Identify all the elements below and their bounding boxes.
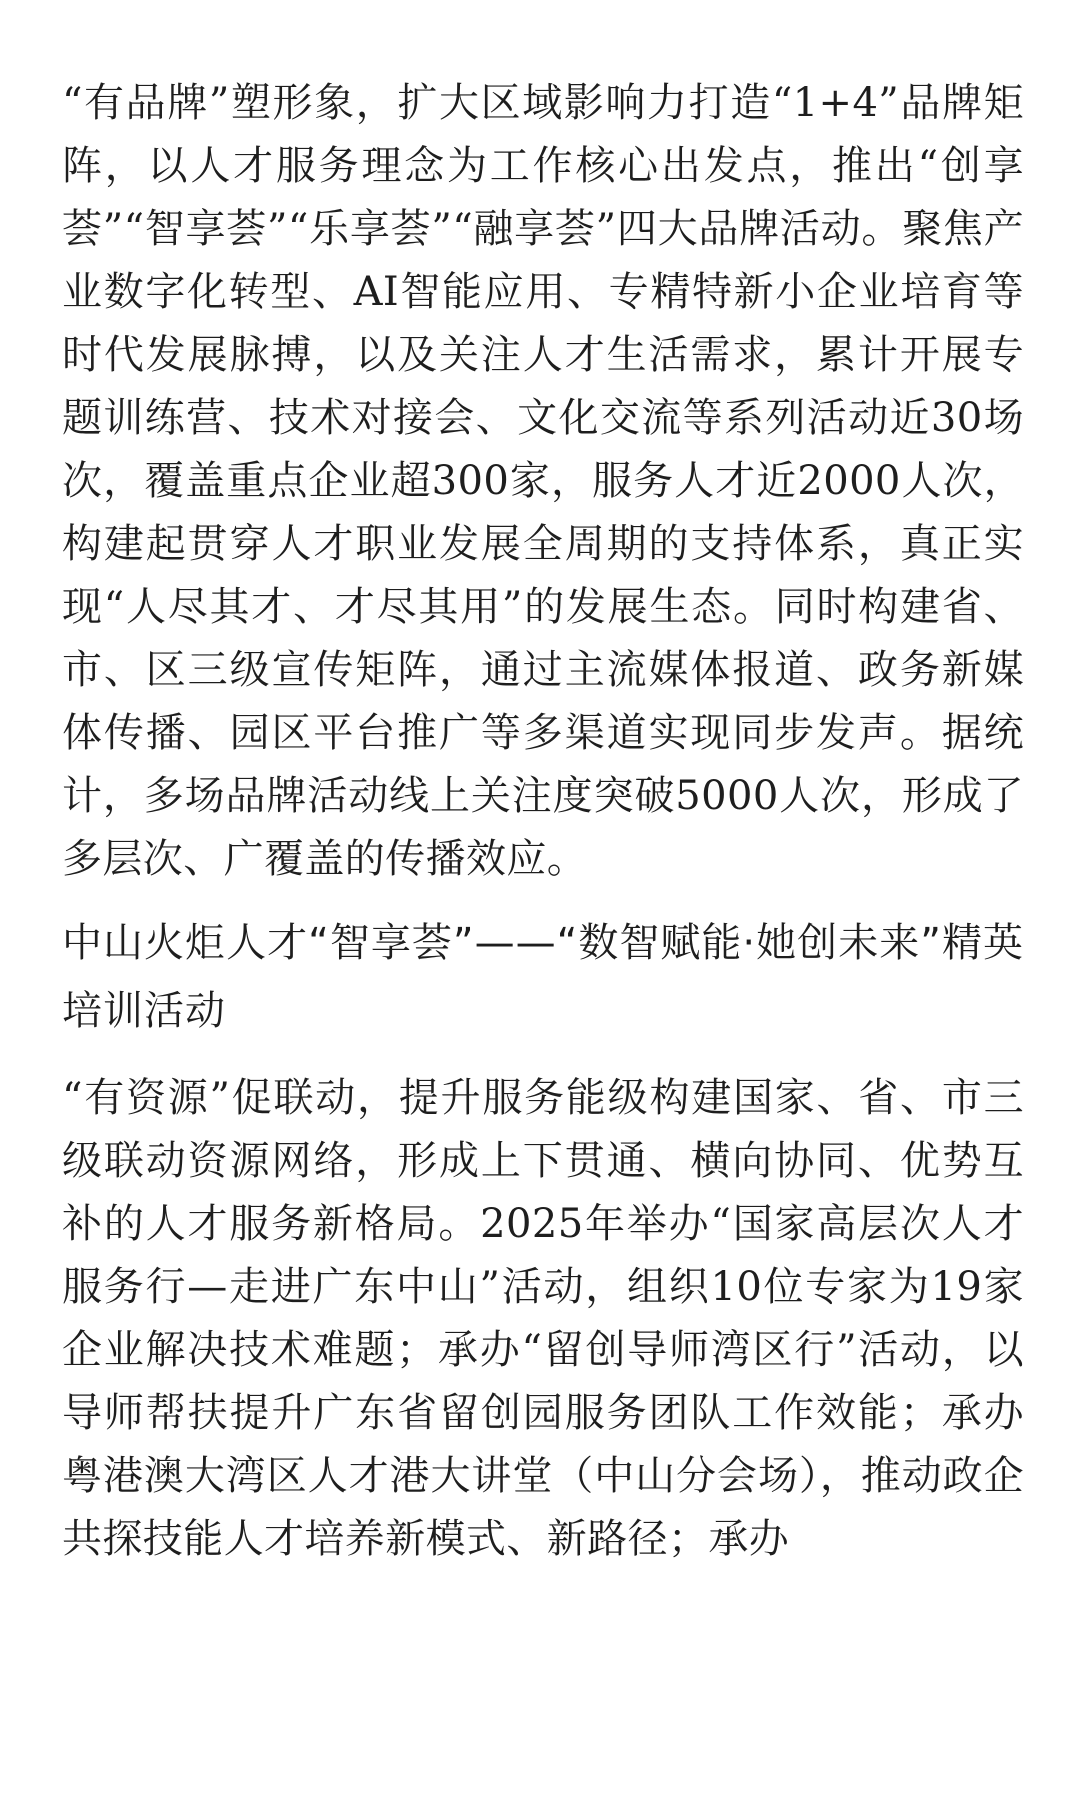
paragraph-brand-building: “有品牌”塑形象，扩大区域影响力打造“1+4”品牌矩阵，以人才服务理念为工作核心出发点，推出“创享荟”“智享荟”“乐享荟”“融享荟”四大品牌活动。聚焦产业数字化转型、AI智能应用、专精特新小企业培育等时代发展脉搏，以及关注人才生活需求，累计开展专题训练营、技术对接会、文化交流等系列活动近30场次，覆盖重点企业超300家，服务人才近2000人次，构建起贯穿人才职业发展全周期的支持体系，真正实现“人尽其才、才尽其用”的发展生态。同时构建省、市、区三级宣传矩阵，通过主流媒体报道、政务新媒体传播、园区平台推广等多渠道实现同步发声。据统计，多场品牌活动线上关注度突破5000人次，形成了多层次、广覆盖的传播效应。 (62, 80, 1024, 882)
paragraph-resource-linkage: “有资源”促联动，提升服务能级构建国家、省、市三级联动资源网络，形成上下贯通、横向协同、优势互补的人才服务新格局。2025年举办“国家高层次人才服务行—走进广东中山”活动，组织10位专家为19家企业解决技术难题；承办“留创导师湾区行”活动，以导师帮扶提升广东省留创园服务团队工作效能；承办粤港澳大湾区人才港大讲堂（中山分会场），推动政企共探技能人才培养新模式、新路径；承办 (62, 1075, 1024, 1562)
image-caption: 中山火炬人才“智享荟”——“数智赋能·她创未来”精英培训活动 (62, 920, 1024, 1034)
article-body (62, 72, 1024, 1571)
